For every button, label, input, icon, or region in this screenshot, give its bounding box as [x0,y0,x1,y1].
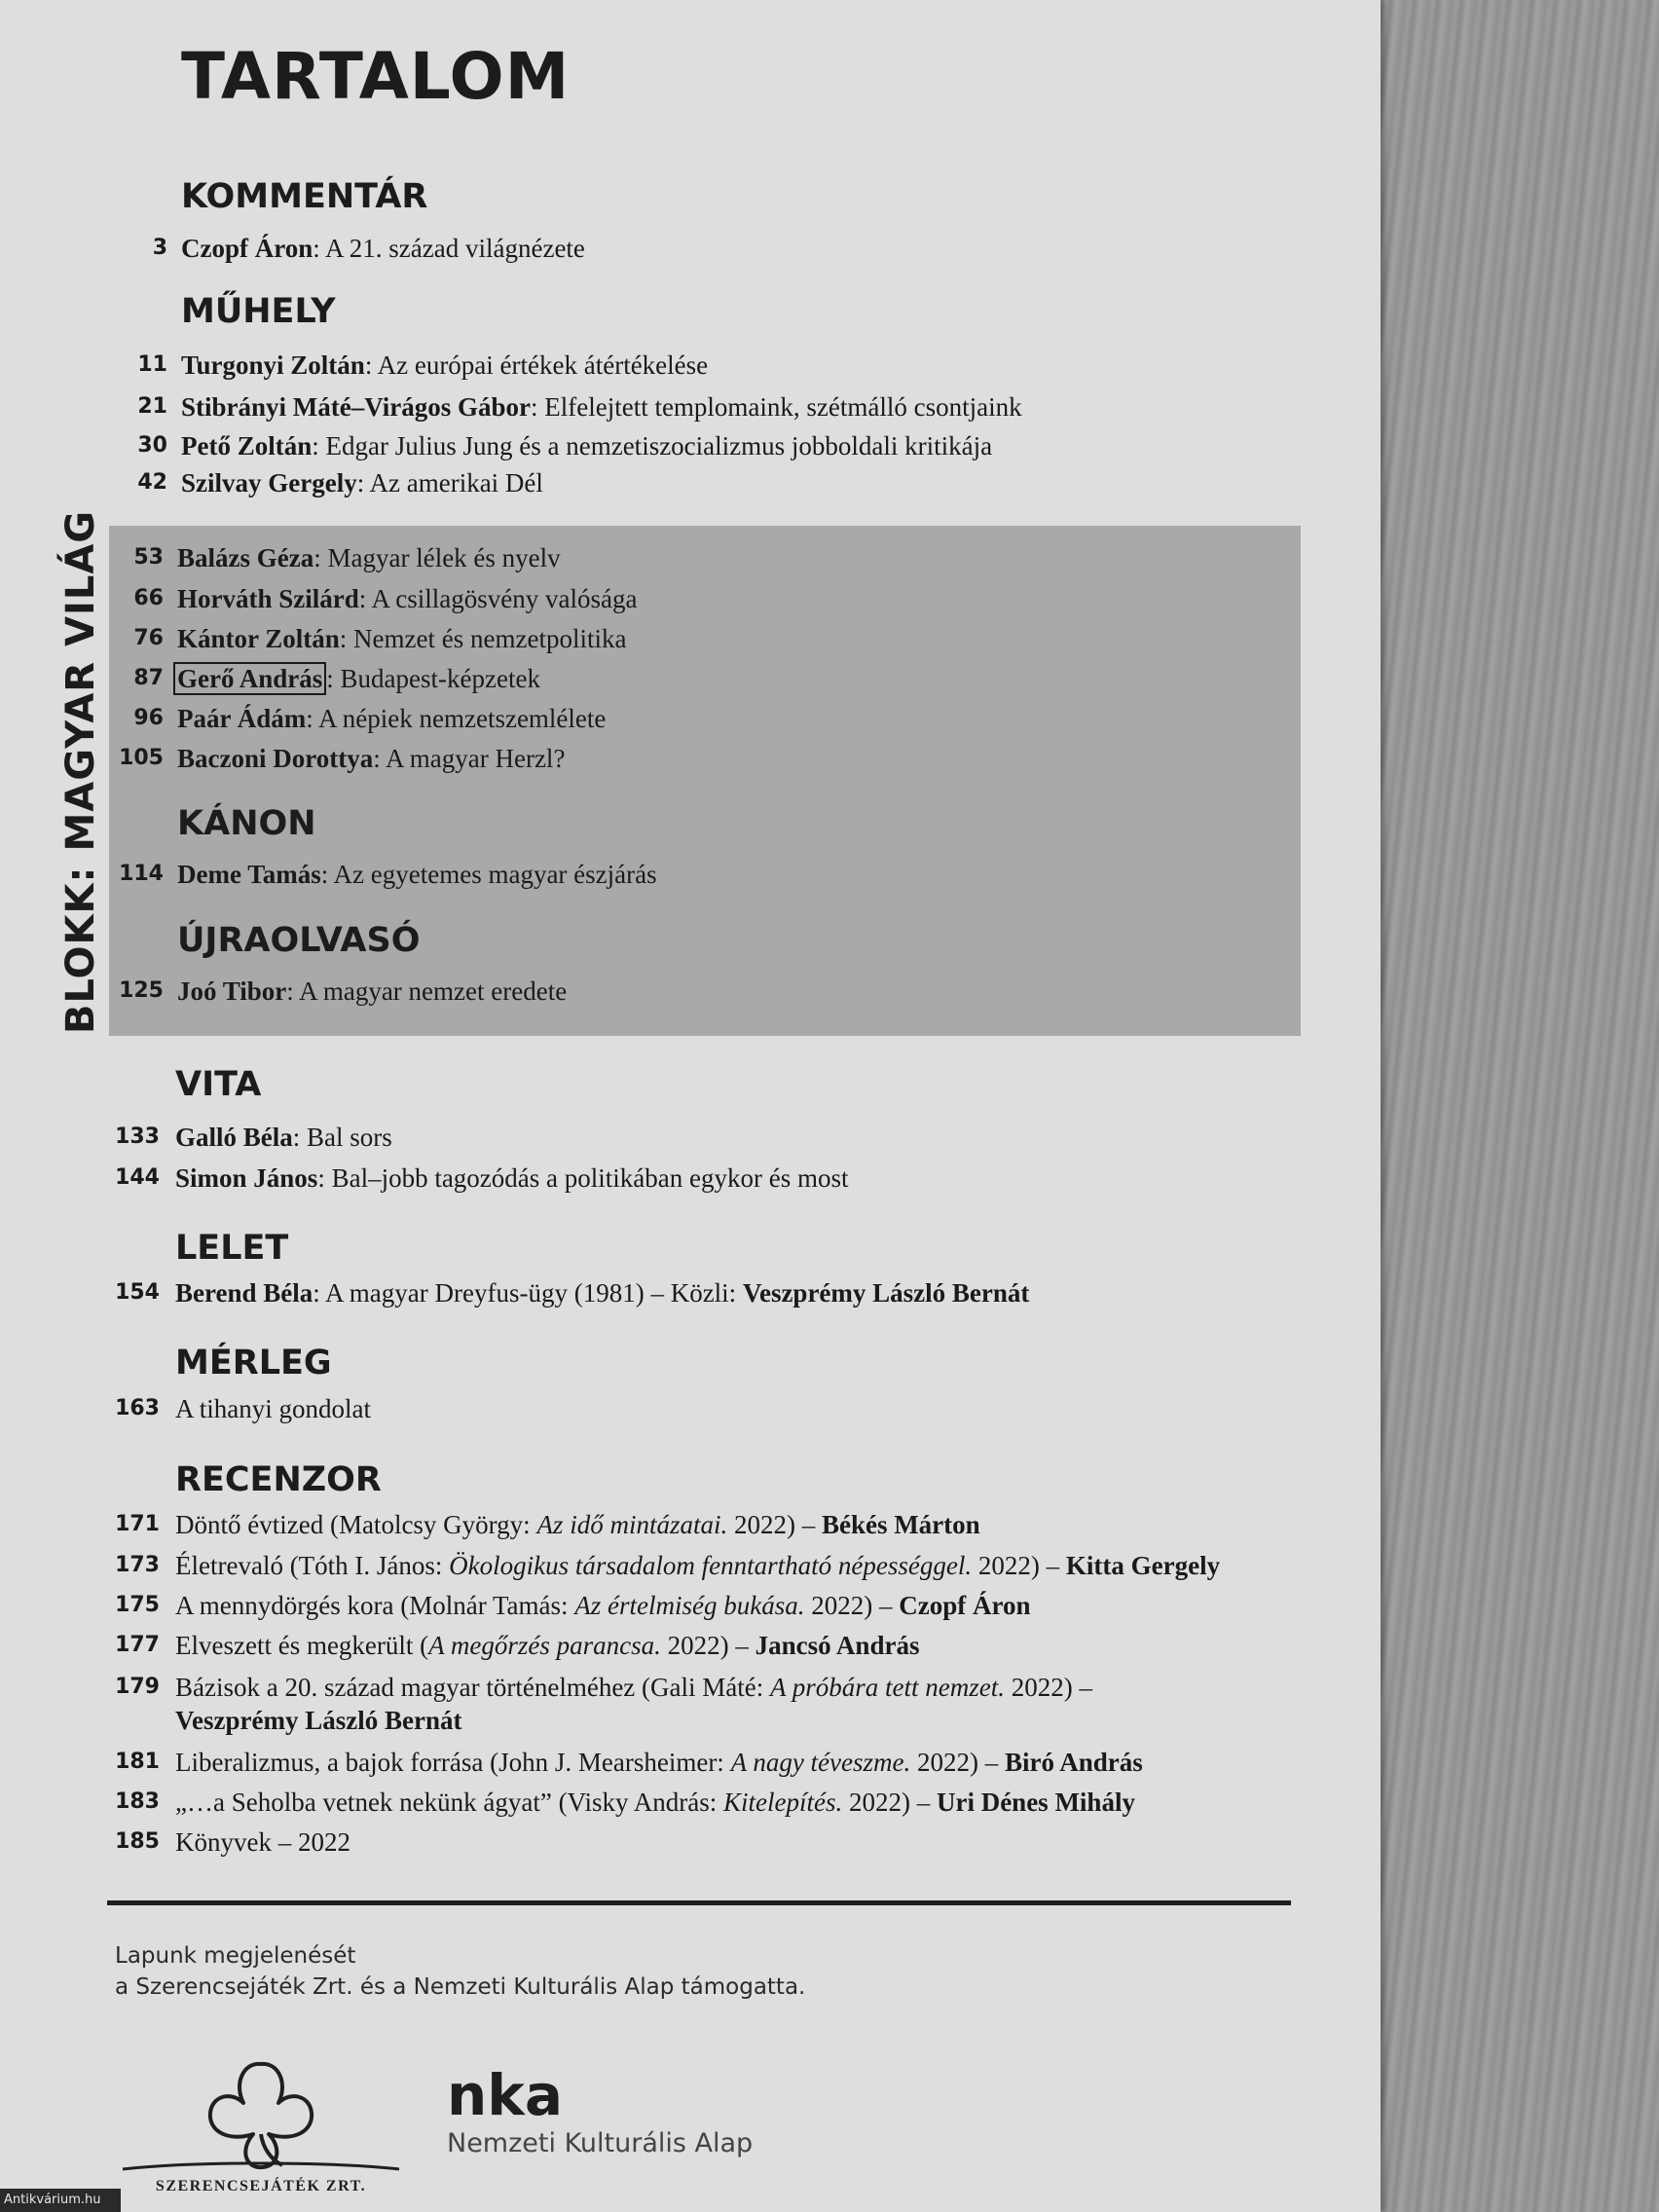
nka-mark-icon [443,2064,793,2161]
page-number: 96 [133,706,164,730]
page-number: 21 [137,394,167,419]
section-kommentar: KOMMENTÁR [181,177,428,216]
reviewer: Czopf Áron [899,1591,1031,1620]
author-highlighted: Gerő András [173,662,326,695]
author: Szilvay Gergely [181,468,357,498]
author: Simon János [175,1163,318,1193]
page-number: 154 [115,1280,160,1305]
reviewer: Biró András [1005,1748,1143,1777]
author: Balázs Géza [177,543,314,572]
szerencsejatek-logo [115,2045,407,2200]
page-number: 179 [115,1675,160,1699]
section-kanon: KÁNON [177,804,316,843]
section-merleg: MÉRLEG [175,1344,332,1382]
author: Galló Béla [175,1123,293,1152]
desk-background [1381,0,1659,2212]
page-number: 76 [133,626,164,650]
page-number: 30 [137,433,167,458]
reviewer: Jancsó András [755,1631,920,1660]
page-number: 87 [133,666,164,690]
page-number: 11 [137,352,167,377]
article-title: Elfelejtett templomaink, szétmálló csontjaink [537,392,1022,422]
magazine-page: TARTALOM KOMMENTÁR 3 Czopf Áron: A 21. század világnézete MŰHELY 11 Turgonyi Zoltán: Az európai értékek átértékelése 21 Stibrányi Máté–Virágos Gábor: Elfelejtett templomaink, szétmálló csontjaink 30 Pető Zoltán: Edgar Julius Jung és a nemzetiszocializmus jobboldali kritikája 42 Szilvay Gergely: Az amerikai Dél BLOKK: MAGYAR VILÁG 53 Balázs Géza: Magyar lélek és nyelv 66 Horváth Szilárd: A csillagösvény valósága 76 Kántor Zoltán: Nemzet és nemzetpolitika 87 Gerő András : Budapest-képzetek 96 Paár Ádám: A népiek nemzetszemlélete 105 Baczoni Dorottya: A magyar Herzl? KÁNON 114 Deme Tamás: Az egyetemes magyar észjárás ÚJRAOLVASÓ 125 Joó Tibor: A magyar nemzet eredete VITA 133 Galló Béla: Bal sors 144 Simon János: Bal–jobb tagozódás a politikában egykor és most LELET 154 Berend Béla: A magyar Dreyfus-ügy (1981) – Közli: Veszprémy László Bernát MÉRLEG 163 A tihanyi gondolat RECENZOR 171 Döntő évtized (Matolcsy György: Az idő mintázatai. 2022) – Békés Márton 173 Életrevaló (Tóth I. János: Ökologikus társadalom fenntartható népességgel. 2022) – Kitta Gergely 175 A mennydörgés kora (Molnár Tamás: Az értelmiség bukása. 2022) – Czopf Áron 177 Elveszett és megkerült (A megőrzés parancsa. 2022) – Jancsó András 179 Bázisok a 20. század magyar történelméhez (Gali Máté: A próbára tett nemzet. 2022) – Veszprémy László Bernát 181 Liberalizmus, a bajok forrása (John J. Mearsheimer: A nagy téveszme. 2022) – Biró András 183 „…a Seholba vetnek nekünk ágyat” (Visky András: Kitelepítés. 2022) – Uri Dénes Mihály 185 Könyvek – 2022 Lapunk megjelenését a Szerencsejáték Zrt. és a Nemzeti Kulturális Alap támogatta. SZERENCSEJÁTÉK ZRT. nka Nemzeti Kulturális Alap Antikvárium.hu [0,0,1381,2212]
author: Paár Ádám [177,704,307,733]
page-title: TARTALOM [181,39,571,114]
book-title: Az értelmiség bukása. [574,1591,805,1620]
author: Czopf Áron [181,234,313,263]
page-number: 125 [119,978,164,1003]
section-recenzor: RECENZOR [175,1460,382,1499]
author: Baczoni Dorottya [177,744,374,773]
reviewer: Békés Márton [821,1510,980,1539]
page-number: 53 [133,545,164,570]
article-title: Bal–jobb tagozódás a politikában egykor és most [324,1163,849,1193]
page-number: 183 [115,1789,160,1814]
nka-logo [443,2064,793,2161]
book-title: A megőrzés parancsa. [428,1631,661,1660]
article-title: Magyar lélek és nyelv [320,543,561,572]
article-title: A tihanyi gondolat [175,1394,371,1423]
article-title: A népiek nemzetszemlélete [313,704,607,733]
article-title: A magyar Herzl? [380,744,566,773]
page-number: 177 [115,1633,160,1657]
article-title: Könyvek – 2022 [175,1827,350,1857]
book-title: Az idő mintázatai. [536,1510,728,1539]
nka-mark-text: nka [447,2064,564,2128]
page-number: 173 [115,1553,160,1577]
author: Kántor Zoltán [177,624,340,653]
article-title: Az egyetemes magyar észjárás [328,860,657,889]
page-number: 185 [115,1829,160,1854]
reviewer: Uri Dénes Mihály [936,1788,1135,1817]
divider-rule [107,1900,1291,1905]
szerencsejatek-logo-text: SZERENCSEJÁTÉK ZRT. [155,2178,367,2194]
page-number: 163 [115,1396,160,1420]
article-title: Nemzet és nemzetpolitika [347,624,627,653]
article-title: Bal sors [300,1123,392,1152]
article-title: Az amerikai Dél [364,468,543,498]
page-number: 3 [152,236,167,260]
page-number: 105 [119,746,164,770]
nka-name-text: Nemzeti Kulturális Alap [447,2128,754,2158]
author: Pető Zoltán [181,431,313,461]
book-title: Kitelepítés. [722,1788,843,1817]
section-vita: VITA [175,1065,262,1104]
page-number: 66 [133,586,164,610]
author: Joó Tibor [177,977,287,1006]
page-number: 114 [119,862,164,886]
article-title: A csillagösvény valósága [366,584,638,613]
book-title: A próbára tett nemzet. [770,1673,1005,1702]
article-title: A 21. század világnézete [319,234,585,263]
book-title: Ökologikus társadalom fenntartható népességgel. [449,1551,973,1580]
reviewer: Kitta Gergely [1065,1551,1221,1580]
author: Berend Béla [175,1278,313,1308]
section-lelet: LELET [175,1229,289,1268]
clover-icon [115,2045,407,2200]
page-number: 181 [115,1750,160,1774]
article-title: Az európai értékek átértékelése [372,350,709,380]
article-title: Budapest-képzetek [333,664,540,693]
blokk-vertical-label: BLOKK: MAGYAR VILÁG [58,509,103,1034]
page-number: 42 [137,470,167,495]
reviewer: Veszprémy László Bernát [175,1706,462,1735]
author: Stibrányi Máté–Virágos Gábor [181,392,531,422]
support-line-2: a Szerencsejáték Zrt. és a Nemzeti Kulturális Alap támogatta. [115,1974,806,2000]
book-title: A nagy téveszme. [730,1748,911,1777]
page-number: 171 [115,1512,160,1536]
watermark: Antikvárium.hu [0,2189,121,2212]
article-title: A magyar nemzet eredete [293,977,568,1006]
page-number: 133 [115,1124,160,1149]
page-number: 144 [115,1165,160,1190]
author: Turgonyi Zoltán [181,350,365,380]
support-line-1: Lapunk megjelenését [115,1943,356,1969]
author: Horváth Szilárd [177,584,359,613]
article-title: Edgar Julius Jung és a nemzetiszocializmus jobboldali kritikája [318,431,993,461]
communicator: Veszprémy László Bernát [742,1278,1030,1308]
section-ujraolvaso: ÚJRAOLVASÓ [177,921,421,960]
page-number: 175 [115,1593,160,1617]
section-muhely: MŰHELY [181,292,336,331]
author: Deme Tamás [177,860,321,889]
article-title: A magyar Dreyfus-ügy (1981) – Közli: [319,1278,743,1308]
